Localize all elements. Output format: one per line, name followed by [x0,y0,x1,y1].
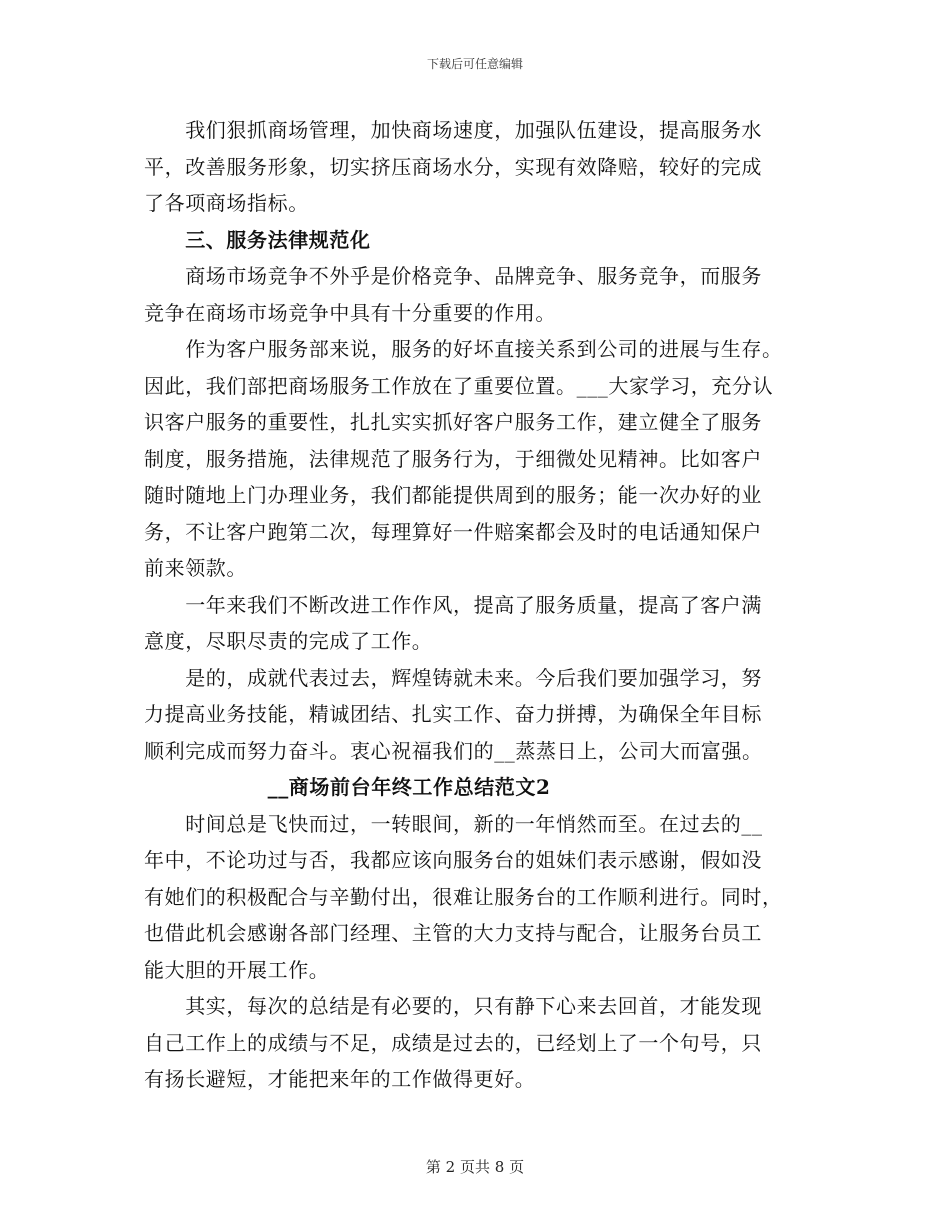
text-line: 其实，每次的总结是有必要的，只有静下心来去回首，才能发现 [144,994,762,1018]
text-line: 时间总是飞快而过，一转眼间，新的一年悄然而至。在过去的__ [144,811,763,836]
text-line: 有她们的积极配合与辛勤付出，很难让服务台的工作顺利进行。同时， [144,884,783,909]
text-line: 意度，尽职尽责的完成了工作。 [144,629,433,653]
text-line: 随时随地上门办理业务，我们都能提供周到的服务；能一次办好的业 [144,483,762,507]
text-line: 也借此机会感谢各部门经理、主管的大力支持与配合，让服务台员工 [144,921,762,945]
document-body [144,112,810,1098]
text-line: 作为客户服务部来说，服务的好坏直接关系到公司的进展与生存。 [144,337,783,361]
page-header: 下载后可任意编辑 [426,57,523,71]
text-line: 制度，服务措施，法律规范了服务行为，于细微处见精神。比如客户 [144,446,762,471]
text-line: 前来领款。 [144,556,247,580]
text-line: 我们狠抓商场管理，加快商场速度，加强队伍建设，提高服务水 [144,118,762,142]
page-number: 第 2 页共 8 页 [425,1158,525,1176]
text-line: 顺利完成而努力奋斗。衷心祝福我们的__蒸蒸日上，公司大而富强。 [144,738,763,763]
text-line: 平，改善服务形象，切实挤压商场水分，实现有效降赔，较好的完成 [144,154,762,179]
text-line: 是的，成就代表过去，辉煌铸就未来。今后我们要加强学习，努 [144,665,762,690]
text-line: 一年来我们不断改进工作作风，提高了服务质量，提高了客户满 [144,592,762,617]
text-line: 商场市场竞争不外乎是价格竞争、品牌竞争、服务竞争，而服务 [144,264,762,288]
article-title: __商场前台年终工作总结范文2 [144,775,551,799]
text-line: 有扬长避短，才能把来年的工作做得更好。 [144,1067,536,1091]
text-line: 力提高业务技能，精诚团结、扎实工作、奋力拼搏，为确保全年目标 [144,702,762,726]
text-line: 了各项商场指标。 [144,191,309,215]
text-line: 竞争在商场市场竞争中具有十分重要的作用。 [144,300,556,325]
text-line: 识客户服务的重要性，扎扎实实抓好客户服务工作，建立健全了服务 [144,410,762,434]
text-line: 年中，不论功过与否，我都应该向服务台的姐妹们表示感谢，假如没 [144,848,762,872]
text-line: 自己工作上的成绩与不足，成绩是过去的，已经划上了一个句号，只 [144,1030,762,1055]
text-line: 务，不让客户跑第二次，每理算好一件赔案都会及时的电话通知保户 [144,519,762,544]
section-heading: 三、服务法律规范化 [144,227,371,252]
text-line: 能大胆的开展工作。 [144,957,330,982]
text-line: 因此，我们部把商场服务工作放在了重要位置。___大家学习，充分认 [144,373,774,398]
